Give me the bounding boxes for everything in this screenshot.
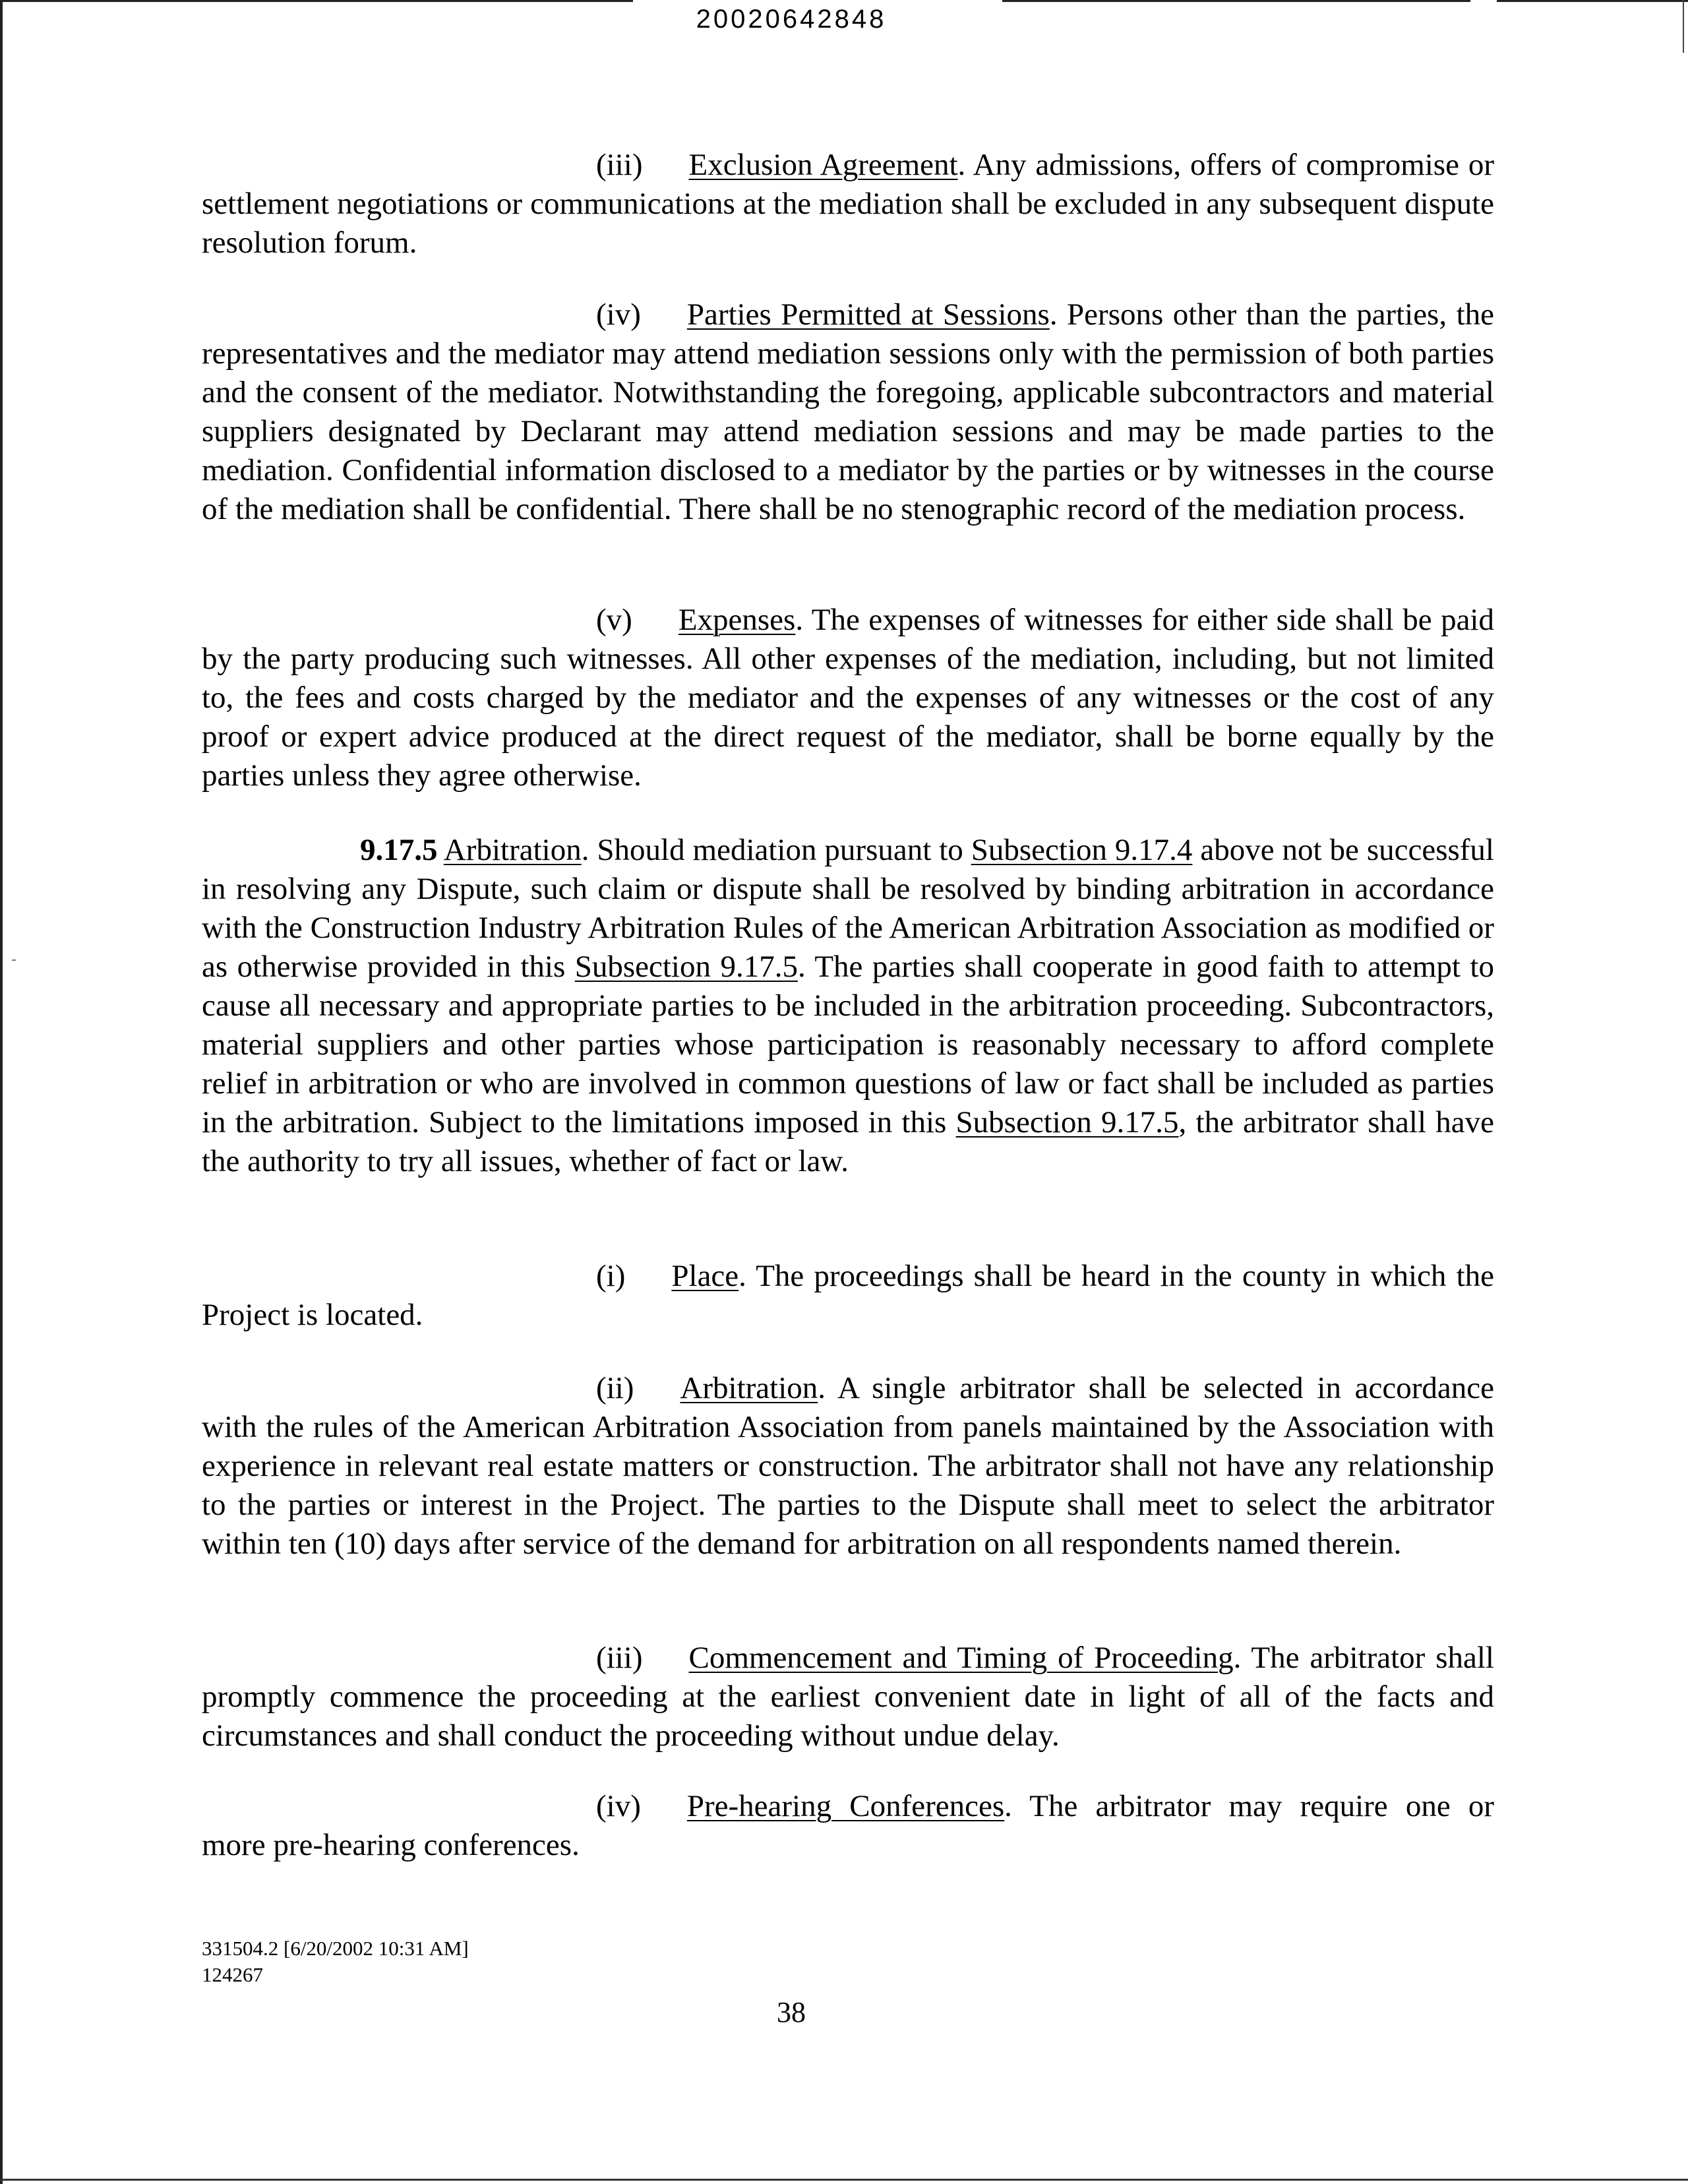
footer-ref-line: 124267 [202, 1963, 263, 1986]
section-expenses [202, 601, 1494, 795]
scan-edge-left [0, 0, 3, 2184]
section-number: (v) [596, 603, 632, 637]
section-text: above not be successful in resolving any Dispute, such claim or dispute shall be resolved by binding arbitration in accordance with the Construction Industry Arbitration Rules of the American Arbitration Association as modified or as otherwise provided in this [202, 833, 1494, 984]
section-heading: Exclusion Agreement [688, 148, 958, 182]
subsection-reference: Subsection 9.17.5 [955, 1105, 1179, 1139]
scan-speck [12, 959, 16, 961]
section-number: 9.17.5 [360, 833, 438, 867]
section-text: . A single arbitrator shall be selected in accordance with the rules of the American Arbitration Association from panels maintained by the Association with experience in relevant real estate matters or construction. The arbitrator shall not have any relationship to the parties or interest in the Project. The parties to the Dispute shall meet to select the arbitrator within ten (10) days after service of the demand for arbitration on all respondents named therein. [202, 1371, 1494, 1561]
section-text: . The arbitrator shall promptly commence the proceeding at the earliest convenient date in light of all of the facts and circumstances and shall conduct the proceeding without undue delay. [202, 1641, 1494, 1753]
section-text: . The arbitrator may require one or more pre-hearing conferences. [202, 1789, 1494, 1862]
section-exclusion-agreement [202, 146, 1494, 262]
subsection-reference: Subsection 9.17.5 [574, 950, 798, 984]
section-parties-permitted [202, 295, 1494, 529]
section-number: (iii) [596, 1641, 643, 1675]
footer-document-reference [202, 1935, 795, 1988]
subsection-prehearing [202, 1787, 1494, 1865]
scan-edge-bottom [0, 2179, 1688, 2181]
subsection-commencement [202, 1639, 1494, 1755]
section-text: . Should mediation pursuant to [581, 833, 971, 867]
subsection-place [202, 1257, 1494, 1335]
section-text: . The expenses of witnesses for either side shall be paid by the party producing such witnesses. All other expenses of the mediation, including, but not limited to, the fees and costs charged by the mediator and the expenses of any witnesses or the cost of any proof or expert advice produced at the direct request of the mediator, shall be borne equally by the parties unless they agree otherwise. [202, 603, 1494, 793]
section-heading: Arbitration [443, 833, 582, 867]
scan-edge-top [0, 0, 1688, 2]
section-number: (iv) [596, 1789, 641, 1823]
section-text: , the arbitrator shall have the authority to try all issues, whether of fact or law. [202, 1105, 1494, 1178]
document-id: 20020642848 [696, 5, 887, 34]
section-number: (i) [596, 1259, 626, 1293]
section-arbitration [202, 831, 1494, 1181]
section-number: (ii) [596, 1371, 634, 1405]
footer-ref-line: 331504.2 [6/20/2002 10:31 AM] [202, 1937, 469, 1960]
section-heading: Pre-hearing Conferences [686, 1789, 1005, 1823]
section-text: . The parties shall cooperate in good faith to attempt to cause all necessary and appropriate parties to be included in the arbitration proceeding. Subcontractors, material suppliers and other parties whose participation is reasonably necessary to afford complete relief in arbitration or who are involved in common questions of law or fact shall be included as parties in the arbitration. Subject to the limitations imposed in this [202, 950, 1494, 1139]
section-heading: Place [671, 1259, 739, 1293]
subsection-reference: Subsection 9.17.4 [971, 833, 1193, 867]
scan-edge-right [1683, 0, 1684, 53]
section-text: . The proceedings shall be heard in the county in which the Project is located. [202, 1259, 1494, 1332]
section-heading: Commencement and Timing of Proceeding [688, 1641, 1234, 1675]
section-heading: Parties Permitted at Sessions [686, 297, 1050, 332]
section-heading: Arbitration [680, 1371, 818, 1405]
subsection-arbitrator-selection [202, 1369, 1494, 1563]
section-number: (iv) [596, 297, 641, 332]
page-number: 38 [777, 1996, 806, 2028]
section-heading: Expenses [678, 603, 796, 637]
section-text: . Persons other than the parties, the representatives and the mediator may attend mediation sessions only with the permission of both parties and the consent of the mediator. Notwithstanding the foregoing, applicable subcontractors and material suppliers designated by Declarant may attend mediation sessions and may be made parties to the mediation. Confidential information disclosed to a mediator by the parties or by witnesses in the course of the mediation shall be confidential. There shall be no stenographic record of the mediation process. [202, 297, 1494, 526]
section-number: (iii) [596, 148, 643, 182]
section-text: . Any admissions, offers of compromise or settlement negotiations or communications at the mediation shall be excluded in any subsequent dispute resolution forum. [202, 148, 1494, 260]
